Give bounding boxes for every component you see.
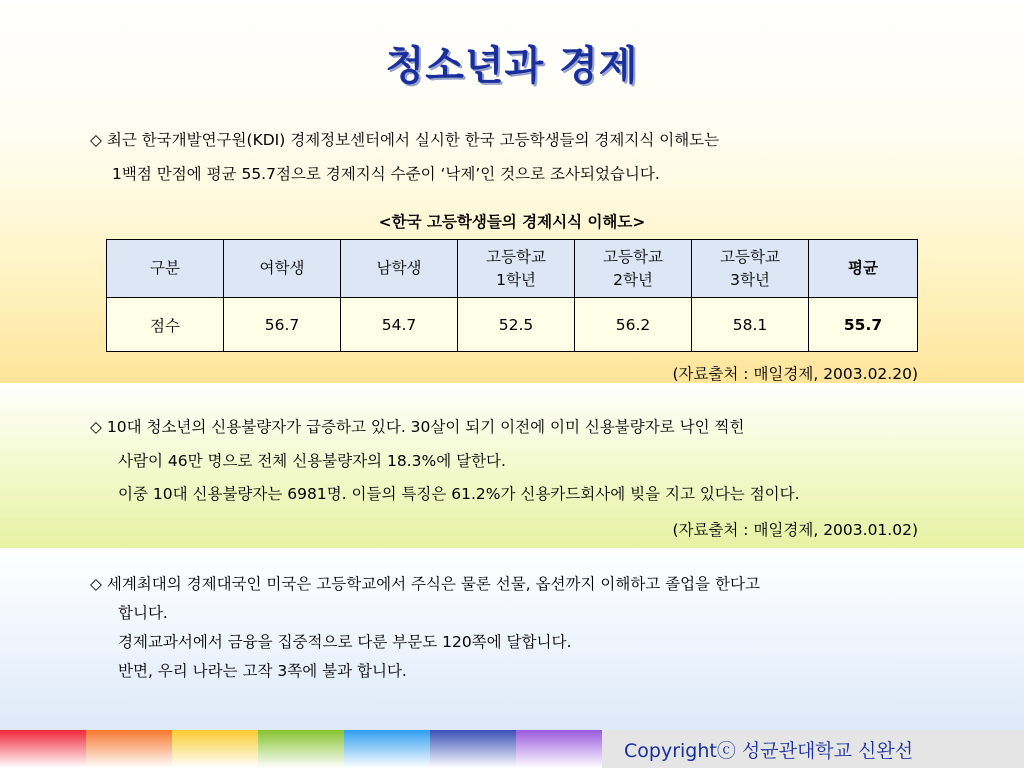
color-bar-segment <box>516 730 602 768</box>
color-bar-segment <box>0 730 86 768</box>
table-cell: 56.2 <box>575 298 692 352</box>
section1-line2: 1백점 만점에 평균 55.7점으로 경제지식 수준이 ‘낙제’인 것으로 조사되었습니다. <box>112 165 660 183</box>
copyright-box <box>602 730 1024 768</box>
source-note-1: (자료출처 : 매일경제, 2003.02.20) <box>672 365 918 383</box>
slide-title: 청소년과 경제 <box>385 43 639 89</box>
table-header-cell: 고등학교 3학년 <box>692 240 809 298</box>
table-header-cell: 평균 <box>809 240 918 298</box>
section3-line3: 경제교과서에서 금융을 집중적으로 다룬 부문도 120쪽에 달합니다. <box>118 633 572 651</box>
color-bar-segment <box>344 730 430 768</box>
table-row <box>107 298 918 352</box>
table-cell: 56.7 <box>224 298 341 352</box>
table-header-cell: 여학생 <box>224 240 341 298</box>
table-header-cell: 남학생 <box>341 240 458 298</box>
table-header-cell: 고등학교 1학년 <box>458 240 575 298</box>
section3-line2: 합니다. <box>118 604 168 622</box>
color-bar-segment <box>86 730 172 768</box>
knowledge-score-table <box>106 239 918 352</box>
table-cell: 54.7 <box>341 298 458 352</box>
color-bar-segment <box>258 730 344 768</box>
table-header-row <box>107 240 918 298</box>
table-header-cell: 구분 <box>107 240 224 298</box>
section3-line1: ◇ 세계최대의 경제대국인 미국은 고등학교에서 주식은 물론 선물, 옵션까지 이해하고 졸업을 한다고 <box>90 575 760 593</box>
source-note-2: (자료출처 : 매일경제, 2003.01.02) <box>672 521 918 539</box>
section2-line1: ◇ 10대 청소년의 신용불량자가 급증하고 있다. 30살이 되기 이전에 이미 신용불량자로 낙인 찍힌 <box>90 418 745 436</box>
section3-line4: 반면, 우리 나라는 고작 3쪽에 불과 합니다. <box>118 662 407 680</box>
color-bar-segment <box>172 730 258 768</box>
table-header-cell: 고등학교 2학년 <box>575 240 692 298</box>
section1-line1: ◇ 최근 한국개발연구원(KDI) 경제정보센터에서 실시한 한국 고등학생들의 경제지식 이해도는 <box>90 131 720 149</box>
table-cell-average: 55.7 <box>809 298 918 352</box>
table-caption: <한국 고등학생들의 경제시식 이해도> <box>378 213 646 231</box>
color-bar-segment <box>430 730 516 768</box>
section2-line3: 이중 10대 신용불량자는 6981명. 이들의 특징은 61.2%가 신용카드회사에 빚을 지고 있다는 점이다. <box>118 485 800 503</box>
table-cell: 58.1 <box>692 298 809 352</box>
table-row-label: 점수 <box>107 298 224 352</box>
footer-color-bar <box>0 730 602 768</box>
section2-line2: 사람이 46만 명으로 전체 신용불량자의 18.3%에 달한다. <box>118 452 506 470</box>
table-cell: 52.5 <box>458 298 575 352</box>
copyright-text: Copyrightⓒ 성균관대학교 신완선 <box>624 740 914 762</box>
